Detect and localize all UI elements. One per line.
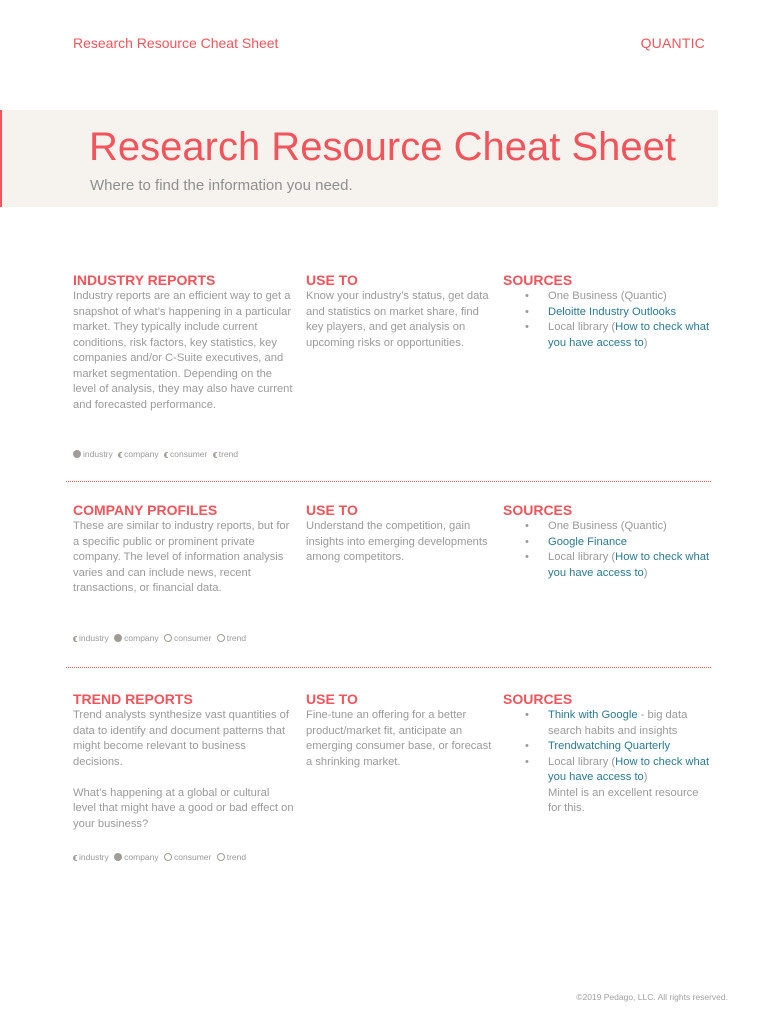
use-to-text: Fine-tune an offering for a better product/market fit, anticipate an emerging consumer base, or forecast a shrinking market. bbox=[306, 709, 492, 768]
legend-label: trend bbox=[218, 449, 239, 459]
legend-label: trend bbox=[226, 633, 247, 643]
sources-list bbox=[503, 519, 713, 581]
sources-list bbox=[503, 708, 713, 786]
source-item bbox=[503, 550, 713, 581]
source-text: ) bbox=[643, 566, 648, 579]
section-heading: INDUSTRY REPORTS bbox=[73, 272, 216, 288]
full-dot-icon bbox=[73, 450, 81, 458]
source-text: Local library ( bbox=[548, 551, 616, 563]
category-legend bbox=[73, 449, 241, 459]
sources-list bbox=[503, 289, 713, 351]
source-item bbox=[503, 739, 713, 755]
section-description bbox=[73, 289, 295, 413]
source-text: One Business (Quantic) bbox=[548, 520, 667, 532]
source-link[interactable]: Google Finance bbox=[548, 535, 627, 548]
source-link[interactable]: Think with Google bbox=[548, 709, 638, 721]
source-link[interactable]: Trendwatching Quarterly bbox=[548, 740, 671, 752]
source-link[interactable]: How to check what you have access to bbox=[548, 755, 710, 783]
legend-label: industry bbox=[83, 449, 113, 459]
half-dot-icon bbox=[118, 452, 122, 458]
use-to-heading: USE TO bbox=[306, 691, 358, 707]
source-item bbox=[503, 755, 713, 786]
category-legend bbox=[73, 633, 249, 643]
source-link[interactable]: Deloitte Industry Outlooks bbox=[548, 305, 677, 318]
source-text: One Business (Quantic) bbox=[548, 290, 667, 302]
section-heading: COMPANY PROFILES bbox=[73, 502, 218, 518]
legend-label: trend bbox=[226, 852, 247, 862]
sources-heading: SOURCES bbox=[503, 691, 573, 707]
legend-label: company bbox=[124, 449, 159, 459]
source-text: ) bbox=[643, 771, 648, 783]
brand-logo[interactable]: QUANTIC bbox=[640, 35, 705, 51]
source-text: Local library ( bbox=[548, 755, 616, 768]
use-to-text: Understand the competition, gain insights into emerging developments among competitors. bbox=[306, 520, 488, 563]
sources-heading: SOURCES bbox=[503, 502, 573, 518]
description-paragraph: Industry reports are an efficient way to get a snapshot of what’s happening in a particular market. They typically include current conditions, risk factors, key statistics, key companies and/or C-Suite executives, and market segmentation. Depending on the level of analysis, they may also have current and forecasted performance. bbox=[73, 290, 293, 411]
header-title: Research Resource Cheat Sheet bbox=[73, 35, 279, 51]
category-legend bbox=[73, 852, 249, 862]
legend-label: company bbox=[124, 852, 159, 862]
page-subtitle: Where to find the information you need. bbox=[90, 177, 353, 194]
source-link[interactable]: How to check what you have access to bbox=[548, 321, 710, 349]
section-divider bbox=[66, 481, 711, 482]
sources-heading: SOURCES bbox=[503, 272, 573, 288]
use-to-heading: USE TO bbox=[306, 502, 358, 518]
section-heading: TREND REPORTS bbox=[73, 691, 193, 707]
source-link[interactable]: How to check what you have access to bbox=[548, 551, 710, 579]
source-item bbox=[503, 305, 713, 321]
empty-dot-icon bbox=[217, 634, 225, 642]
source-text: - big data search habits and insights bbox=[548, 709, 688, 737]
description-paragraph: Trend analysts synthesize vast quantities of data to identify and document patterns that might become relevant to business decisions. bbox=[73, 709, 289, 768]
description-paragraph: What’s happening at a global or cultural level that might have a good or bad effect on your business? bbox=[73, 786, 294, 830]
empty-dot-icon bbox=[217, 853, 225, 861]
empty-dot-icon bbox=[164, 634, 172, 642]
section-divider bbox=[66, 667, 711, 668]
legend-label: consumer bbox=[174, 633, 212, 643]
sources-note: Mintel is an excellent resource for this. bbox=[548, 786, 699, 814]
empty-dot-icon bbox=[164, 853, 172, 861]
legend-label: company bbox=[124, 633, 159, 643]
use-to-text: Know your industry’s status, get data and statistics on market share, find key players, and get analysis on upcoming risks or opportunities. bbox=[306, 290, 489, 349]
legend-label: industry bbox=[79, 633, 109, 643]
source-text: Local library ( bbox=[548, 321, 616, 333]
description-paragraph: These are similar to industry reports, but for a specific public or prominent private company. The level of information analysis varies and can include news, recent transactions, or financial data. bbox=[73, 520, 290, 594]
section-description bbox=[73, 519, 295, 597]
half-dot-icon bbox=[164, 452, 168, 458]
legend-label: consumer bbox=[170, 449, 208, 459]
source-item bbox=[503, 289, 713, 305]
use-to-heading: USE TO bbox=[306, 272, 358, 288]
full-dot-icon bbox=[114, 853, 122, 861]
section-description bbox=[73, 708, 295, 832]
source-item bbox=[503, 535, 713, 551]
full-dot-icon bbox=[114, 634, 122, 642]
hero-accent-bar bbox=[0, 110, 2, 207]
half-dot-icon bbox=[73, 636, 77, 642]
source-text: ) bbox=[643, 336, 648, 349]
legend-label: industry bbox=[79, 852, 109, 862]
legend-label: consumer bbox=[174, 852, 212, 862]
source-item bbox=[503, 519, 713, 535]
source-item bbox=[503, 708, 713, 739]
page-title: Research Resource Cheat Sheet bbox=[89, 125, 676, 169]
half-dot-icon bbox=[213, 452, 217, 458]
copyright-footer: ©2019 Pedago, LLC. All rights reserved. bbox=[576, 992, 728, 1002]
half-dot-icon bbox=[73, 855, 77, 861]
source-item bbox=[503, 320, 713, 351]
